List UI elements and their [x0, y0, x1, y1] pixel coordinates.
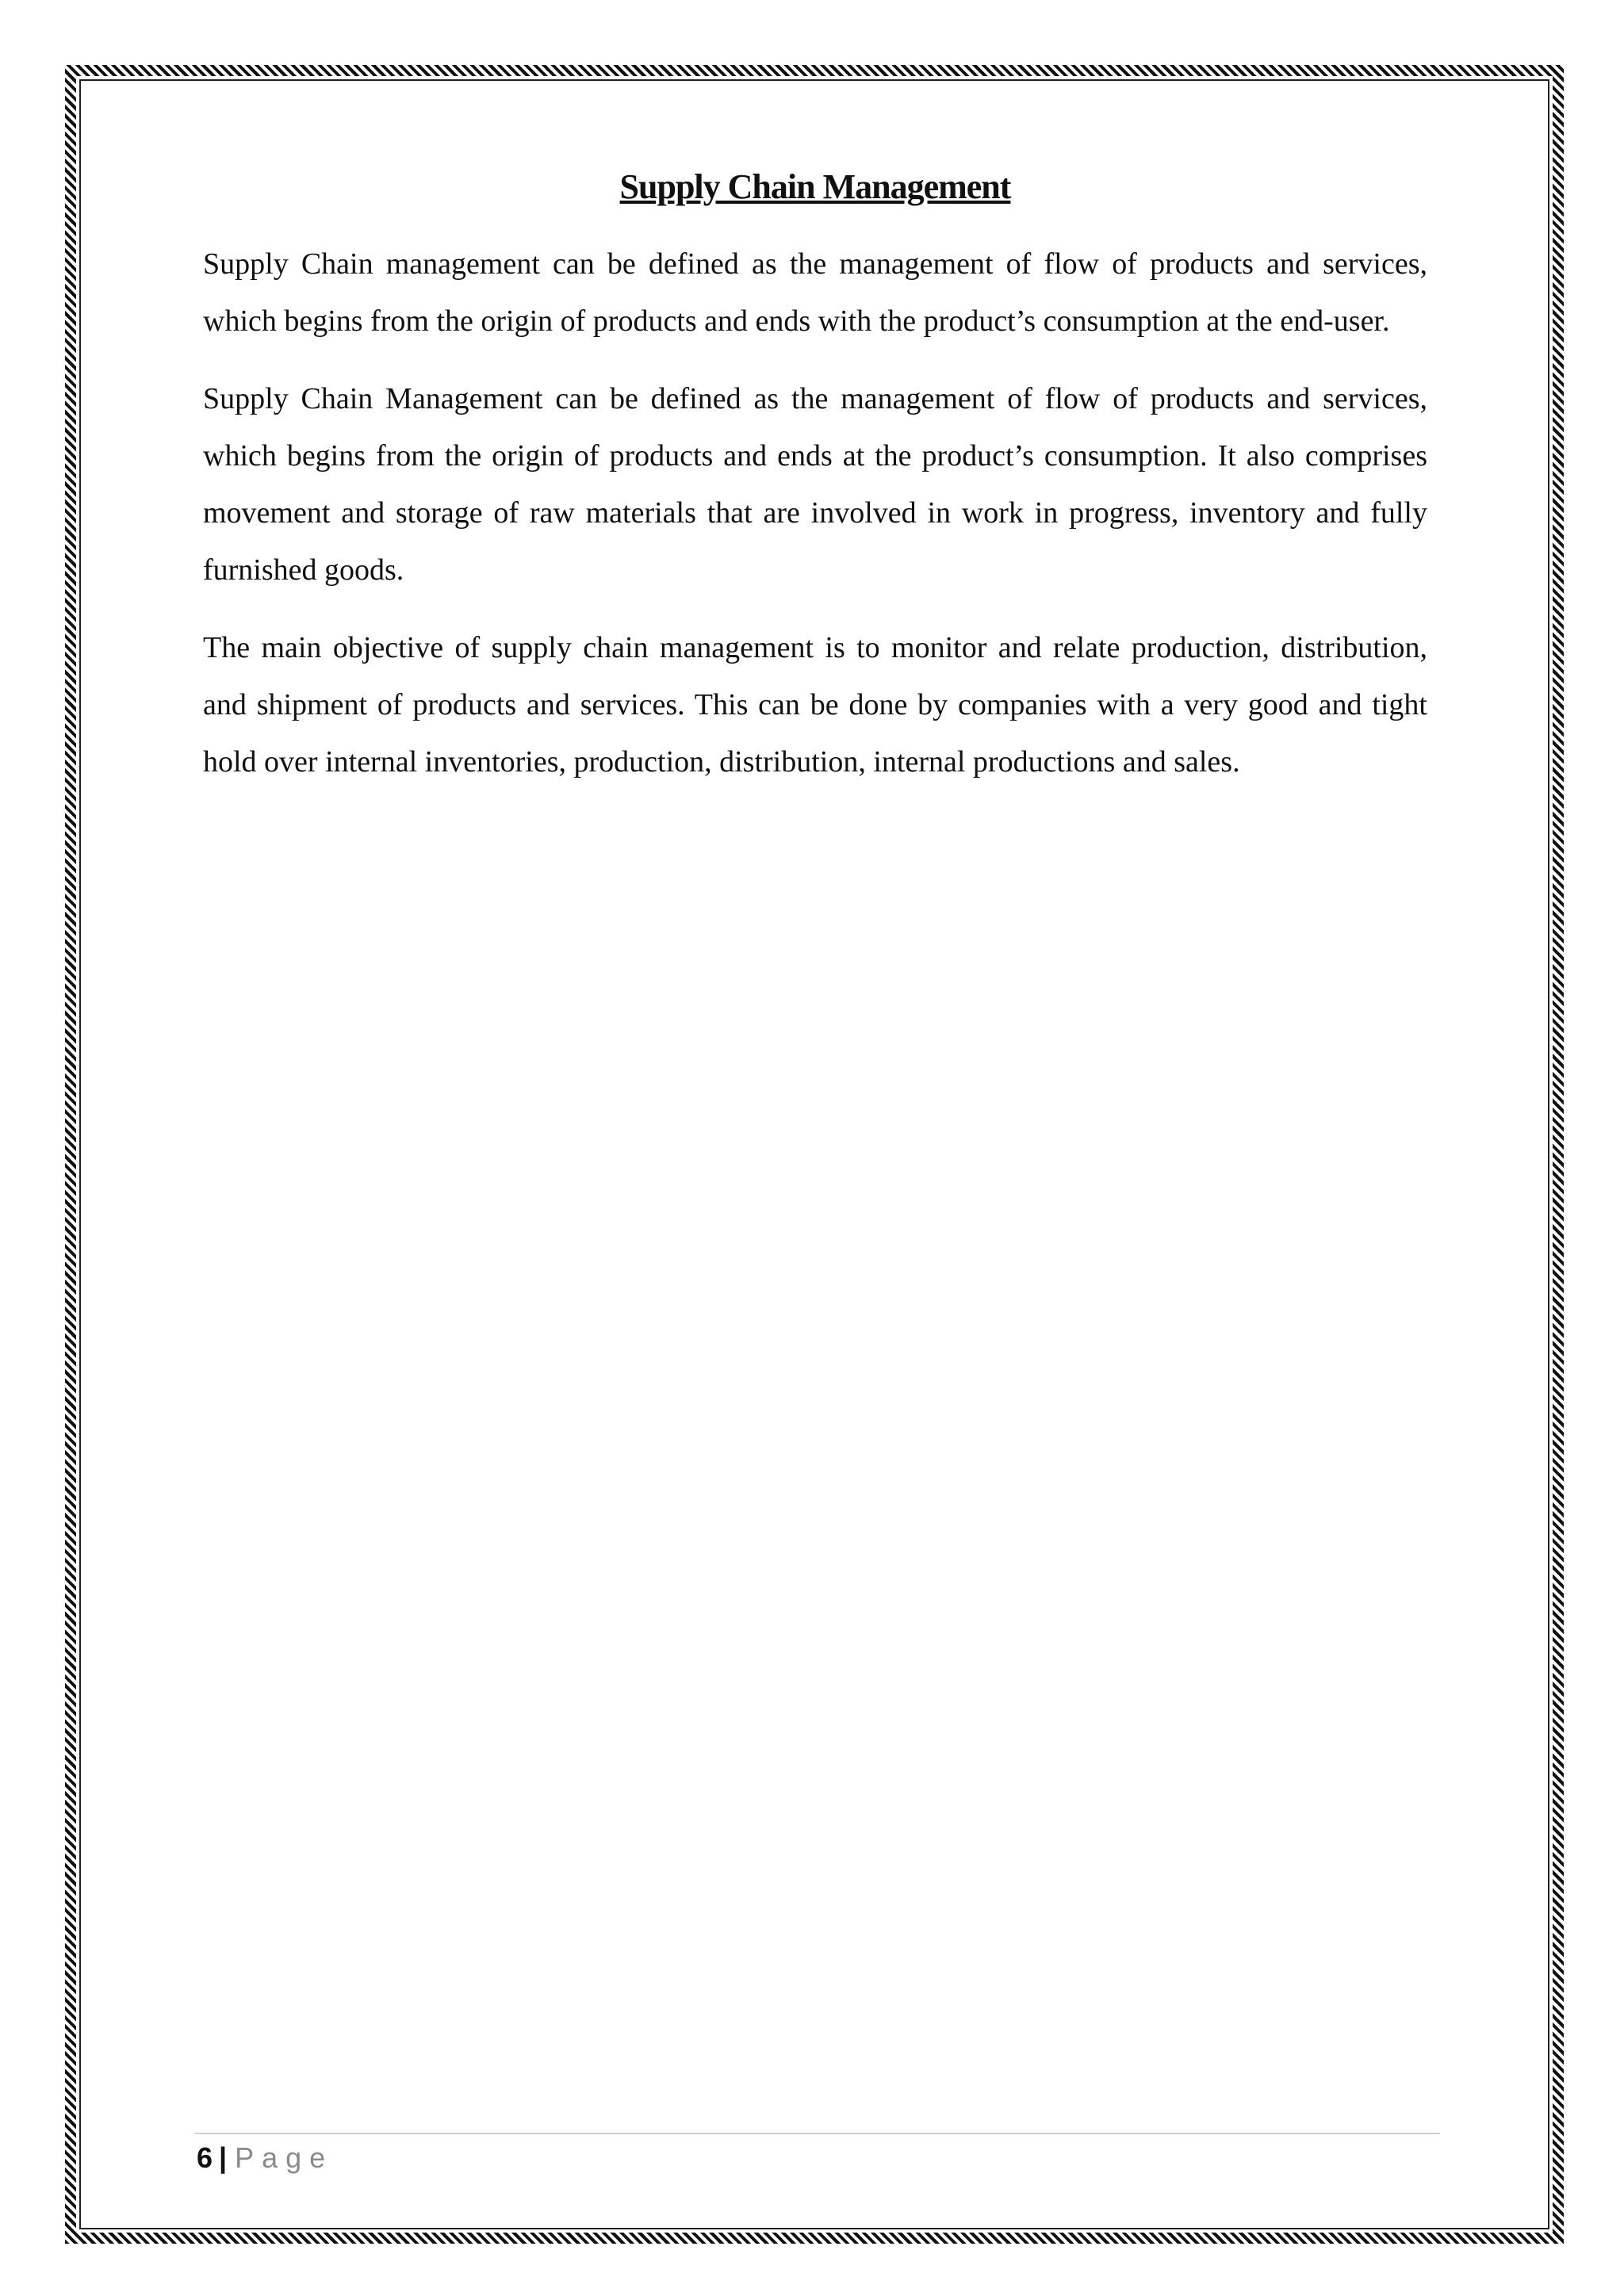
page-label: Page	[235, 2141, 334, 2174]
footer-separator: |	[219, 2141, 228, 2174]
paragraph-1: Supply Chain management can be defined as the management of flow of products and services, which begins from the origin of products and ends with the product’s consumption at the end-user.	[203, 247, 1427, 338]
page-footer	[197, 2139, 333, 2177]
paragraph-3: The main objective of supply chain management is to monitor and relate production, distribution, and shipment of products and services. This can be done by companies with a very good and tight hold over internal inventories, production, distribution, internal productions and sales.	[203, 630, 1427, 779]
paragraph-2: Supply Chain Management can be defined as the management of flow of products and services, which begins from the origin of products and ends at the product’s consumption. It also comprises movement and storage of raw materials that are involved in work in progress, inventory and fully furnished goods.	[203, 381, 1427, 587]
page-content	[203, 166, 1427, 811]
page-number: 6	[197, 2141, 213, 2174]
footer-divider	[195, 2133, 1440, 2134]
document-title: Supply Chain Management	[619, 167, 1011, 206]
